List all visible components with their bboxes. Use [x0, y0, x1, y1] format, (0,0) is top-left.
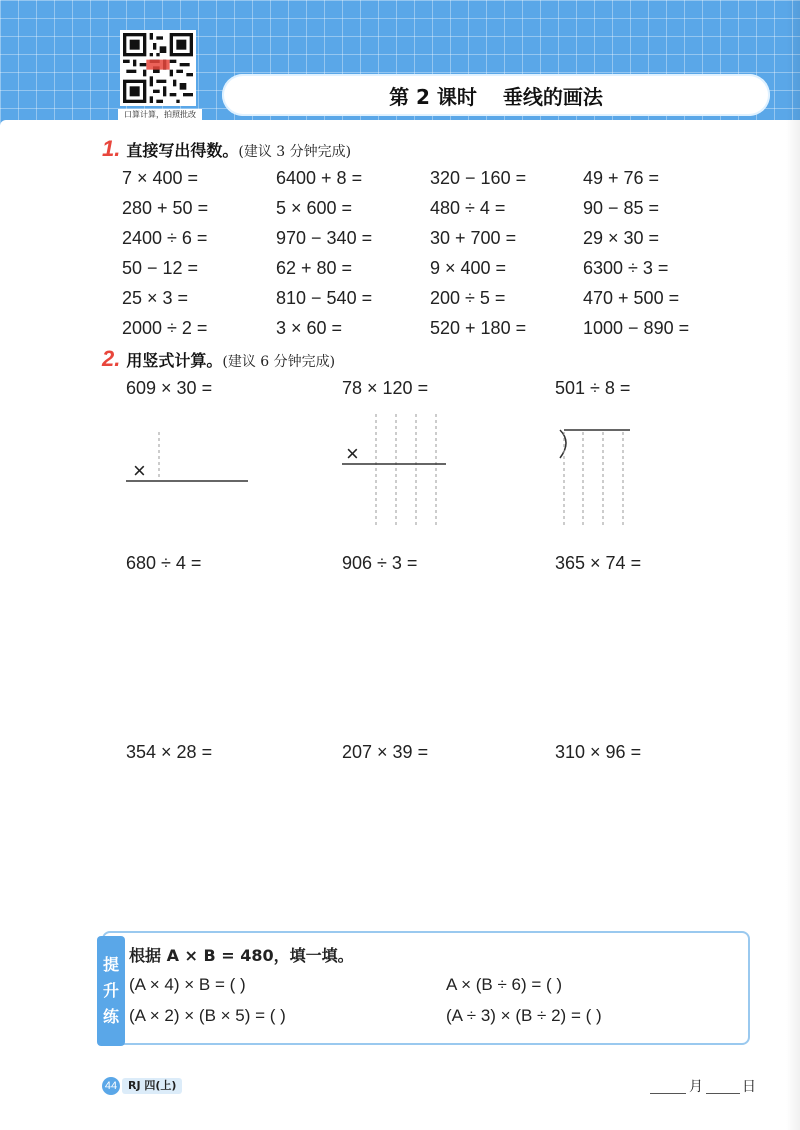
boost-item[interactable]: (A ÷ 3) × (B ÷ 2) = ( ) — [446, 1006, 602, 1025]
oral-problem[interactable]: 470 + 500 = — [583, 288, 680, 308]
oral-problem[interactable]: 320 − 160 = — [430, 168, 527, 188]
boost-tab-char: 升 — [102, 981, 119, 1000]
page-number: 44 — [102, 1077, 120, 1095]
day-label: 日 — [742, 1079, 756, 1095]
edition-label: RJ 四(上) — [122, 1078, 182, 1094]
section-2-title: 用竖式计算。 — [126, 351, 223, 370]
oral-problem[interactable]: 2000 ÷ 2 = — [122, 318, 208, 338]
month-blank[interactable] — [650, 1093, 686, 1094]
oral-problem[interactable]: 970 − 340 = — [276, 228, 373, 248]
oral-problem[interactable]: 6300 ÷ 3 = — [583, 258, 669, 278]
oral-problem[interactable]: 62 + 80 = — [276, 258, 353, 278]
oral-problem[interactable]: 1000 − 890 = — [583, 318, 690, 338]
boost-item[interactable]: A × (B ÷ 6) = ( ) — [446, 975, 563, 994]
oral-problem[interactable]: 810 − 540 = — [276, 288, 373, 308]
oral-problem[interactable]: 7 × 400 = — [122, 168, 199, 188]
vertical-problem[interactable]: 207 × 39 = — [342, 742, 429, 762]
vertical-problem[interactable]: 365 × 74 = — [555, 553, 642, 573]
boost-item[interactable]: (A × 4) × B = ( ) — [129, 975, 246, 994]
section-1-hint: (建议 3 分钟完成) — [238, 144, 352, 160]
qr-caption: 口算计算，拍照批改 — [118, 109, 202, 120]
boost-item[interactable]: (A × 2) × (B × 5) = ( ) — [129, 1006, 286, 1025]
oral-problem[interactable]: 3 × 60 = — [276, 318, 343, 338]
oral-problem[interactable]: 2400 ÷ 6 = — [122, 228, 208, 248]
oral-problem[interactable]: 90 − 85 = — [583, 198, 660, 218]
vertical-problem[interactable]: 354 × 28 = — [126, 742, 213, 762]
vertical-problem[interactable]: 609 × 30 = — [126, 378, 213, 398]
oral-problem[interactable]: 50 − 12 = — [122, 258, 199, 278]
vertical-problem[interactable]: 501 ÷ 8 = — [555, 378, 631, 398]
vertical-problem[interactable]: 310 × 96 = — [555, 742, 642, 762]
section-1-number: 1. — [102, 136, 121, 161]
month-label: 月 — [689, 1079, 703, 1095]
page-edge-shadow — [786, 0, 800, 1130]
times-mark: × — [346, 441, 359, 466]
boost-intro: 根据 A × B = 480，填一填。 — [129, 946, 354, 965]
oral-problem[interactable]: 280 + 50 = — [122, 198, 209, 218]
boost-tab-char: 提 — [102, 955, 119, 974]
oral-problem[interactable]: 520 + 180 = — [430, 318, 527, 338]
oral-problem[interactable]: 200 ÷ 5 = — [430, 288, 506, 308]
oral-problem[interactable]: 6400 + 8 = — [276, 168, 363, 188]
vertical-problem[interactable]: 680 ÷ 4 = — [126, 553, 202, 573]
oral-problem[interactable]: 9 × 400 = — [430, 258, 507, 278]
oral-problem[interactable]: 5 × 600 = — [276, 198, 353, 218]
oral-problem[interactable]: 29 × 30 = — [583, 228, 660, 248]
lesson-number: 第 2 课时 — [389, 84, 477, 109]
day-blank[interactable] — [706, 1093, 740, 1094]
oral-problem[interactable]: 480 ÷ 4 = — [430, 198, 506, 218]
section-2-hint: (建议 6 分钟完成) — [222, 354, 336, 370]
section-2-number: 2. — [102, 346, 121, 371]
oral-problem[interactable]: 49 + 76 = — [583, 168, 660, 188]
oral-problem[interactable]: 25 × 3 = — [122, 288, 189, 308]
lesson-topic: 垂线的画法 — [502, 84, 603, 109]
vertical-problem[interactable]: 906 ÷ 3 = — [342, 553, 418, 573]
boost-practice-tab — [97, 936, 125, 1046]
times-mark: × — [133, 458, 146, 483]
boost-tab-char: 练 — [102, 1007, 119, 1026]
oral-problem[interactable]: 30 + 700 = — [430, 228, 517, 248]
vertical-problem[interactable]: 78 × 120 = — [342, 378, 429, 398]
section-1-title: 直接写出得数。 — [126, 141, 239, 160]
division-bracket — [560, 430, 566, 458]
